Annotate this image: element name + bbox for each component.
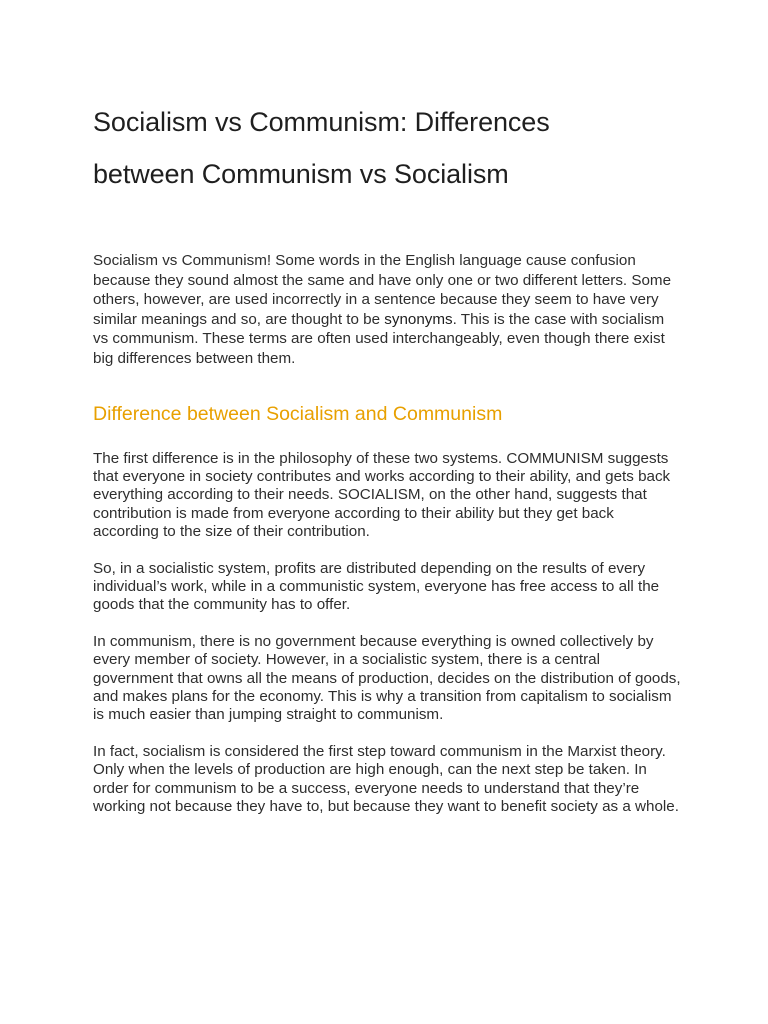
intro-text-start: Socialism vs Communism! Some words in the English language cause confusion because they sound almost the same and have only one or two different letters. Some others, however, are used incorrectly in a sentence because they seem to have very similar meanings and so, are thought to be: [93, 252, 672, 328]
intro-paragraph: [93, 251, 683, 369]
paragraph-profits: So, in a socialistic system, profits are distributed depending on the results of every individual’s work, while in a communistic system, everyone has free access to all the goods that the community has to offer.: [93, 559, 660, 614]
page-title-line-2: between Communism vs Socialism: [93, 159, 509, 189]
paragraph-government: In communism, there is no government because everything is owned collectively by every member of society. However, in a socialistic system, there is a central government that owns all the means of production, decides on the distribution of goods, and makes plans for the economy. This is why a transition from capitalism to socialism is much easier than jumping straight to communism.: [93, 632, 681, 724]
document-page: [93, 96, 683, 816]
page-title-line-1: Socialism vs Communism: Differences: [93, 107, 550, 137]
paragraph-philosophy: The first difference is in the philosophy of these two systems. COMMUNISM suggests that everyone in society contributes and works according to their ability, and gets back everything according to their needs. SOCIALISM, on the other hand, suggests that contribution is made from everyone according to their ability but they get back according to the size of their contribution.: [93, 449, 671, 541]
intro-text-end: . This is the case with socialism vs communism. These terms are often used interchangeably, even though there exist big differences between them.: [93, 310, 665, 367]
page-title: [93, 96, 683, 200]
synonyms-link[interactable]: synonyms: [384, 310, 453, 328]
section-heading: Difference between Socialism and Communism: [93, 402, 503, 425]
paragraph-marxist-theory: In fact, socialism is considered the first step toward communism in the Marxist theory. Only when the levels of production are high enough, can the next step be taken. In order for communism to be a success, everyone needs to understand that they’re working not because they have to, but because they want to benefit society as a whole.: [93, 742, 679, 816]
